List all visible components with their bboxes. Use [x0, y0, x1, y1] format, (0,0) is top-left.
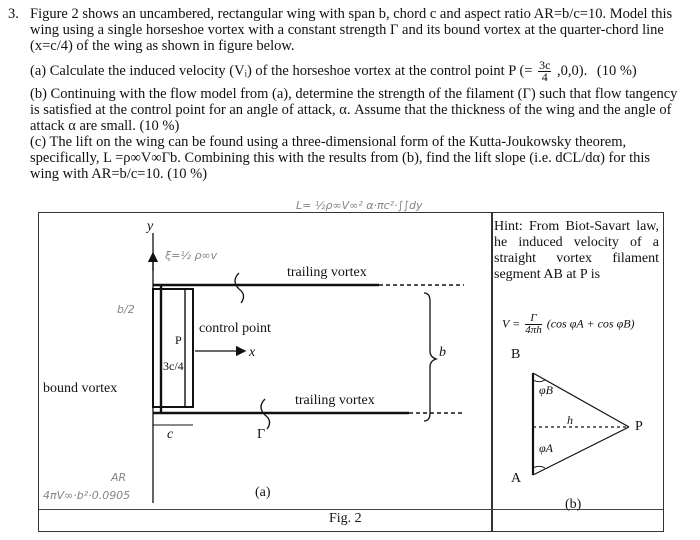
line-bp: [533, 373, 629, 427]
bound-vortex-label: bound vortex: [43, 381, 118, 396]
formula-denominator: 4πh: [525, 324, 542, 336]
y-axis-label: y: [147, 219, 154, 234]
pencil-note-left: b/2: [117, 303, 135, 316]
part-a-marks: (10 %): [596, 62, 637, 79]
three-quarter-chord-fraction: [538, 60, 551, 83]
p-label: P: [175, 333, 182, 347]
part-b: (b) Continuing with the flow model from (a), determine the strength of the filament (Γ) such that flow tangency is satisfied at the control point for an angle of attack, α. Assume that the thickness of the wing and the angle of attack α are small. (10 %): [30, 86, 678, 134]
figure-caption: Fig. 2: [329, 511, 362, 526]
part-a-tail: ,0,0).: [557, 62, 588, 79]
point-a-label: A: [511, 471, 522, 486]
h-label: h: [567, 413, 573, 427]
question-number: 3.: [8, 6, 19, 22]
wing-planform: [153, 289, 193, 407]
phi-a-label: φA: [539, 441, 553, 455]
part-a-text: (a) Calculate the induced velocity (Vᵢ) of the horseshoe vortex at the control point P (=: [30, 62, 533, 79]
span-label: b: [439, 345, 446, 360]
subfigure-b-label: (b): [565, 497, 582, 512]
formula-rhs: (cos φA + cos φB): [546, 316, 635, 331]
figure-divider: [491, 213, 493, 531]
fraction-denominator: 4: [541, 70, 548, 84]
gamma-label: Γ: [257, 427, 266, 442]
chord-label: c: [167, 427, 174, 442]
subfigure-a-label: (a): [255, 485, 271, 500]
formula-fraction: [525, 313, 542, 336]
phi-b-label: φB: [539, 383, 553, 397]
three-c-over-four-label: 3c/4: [163, 359, 184, 373]
figure-2: [38, 212, 664, 532]
part-a: [30, 60, 680, 83]
part-c: (c) The lift on the wing can be found using a three-dimensional form of the Kutta-Joukowsky theorem, specifically, L =ρ∞V∞Γb. Combining this with the results from (b), find the lift slope (i.e. dCL/dα) for this wing with AR=b/c=10. (10 %): [30, 134, 651, 182]
control-point-label: control point: [199, 321, 271, 336]
formula-numerator: Γ: [525, 313, 542, 325]
pencil-note-top: L= ½ρ∞V∞² α·πc²·∫∫dy: [296, 199, 423, 212]
trailing-vortex-top-label: trailing vortex: [287, 265, 367, 280]
problem-intro: Figure 2 shows an uncambered, rectangular wing with span b, chord c and aspect ratio AR=b/c=10. Model this wing using a single horseshoe vortex with a constant strength Γ and its bound vortex at the quarter-chord line (x=c/4) of the wing as shown in figure below.: [30, 6, 673, 54]
trailing-vortex-bottom-label: trailing vortex: [295, 393, 375, 408]
point-b-label: B: [511, 347, 521, 362]
angle-phi-a-arc: [533, 466, 545, 468]
fraction-numerator: 3c: [539, 58, 551, 72]
x-axis-label: x: [249, 345, 256, 360]
point-p-label: P: [635, 419, 643, 434]
pencil-note-fig-top: ξ=½ ρ∞v: [165, 249, 218, 262]
problem-3: [8, 6, 680, 182]
biot-savart-formula: [502, 313, 635, 336]
biot-savart-hint: Hint: From Biot-Savart law, he induced velocity of a straight vortex filament segment AB at P is: [494, 219, 659, 282]
angle-phi-b-arc: [533, 380, 545, 382]
span-brace: [424, 293, 436, 421]
pencil-note-bottom: AR: [111, 471, 127, 484]
circulation-swirl-top: [235, 273, 244, 303]
pencil-note-bottom2: 4πV∞·b²·0.0905: [43, 489, 131, 502]
formula-lhs: V =: [502, 316, 521, 331]
